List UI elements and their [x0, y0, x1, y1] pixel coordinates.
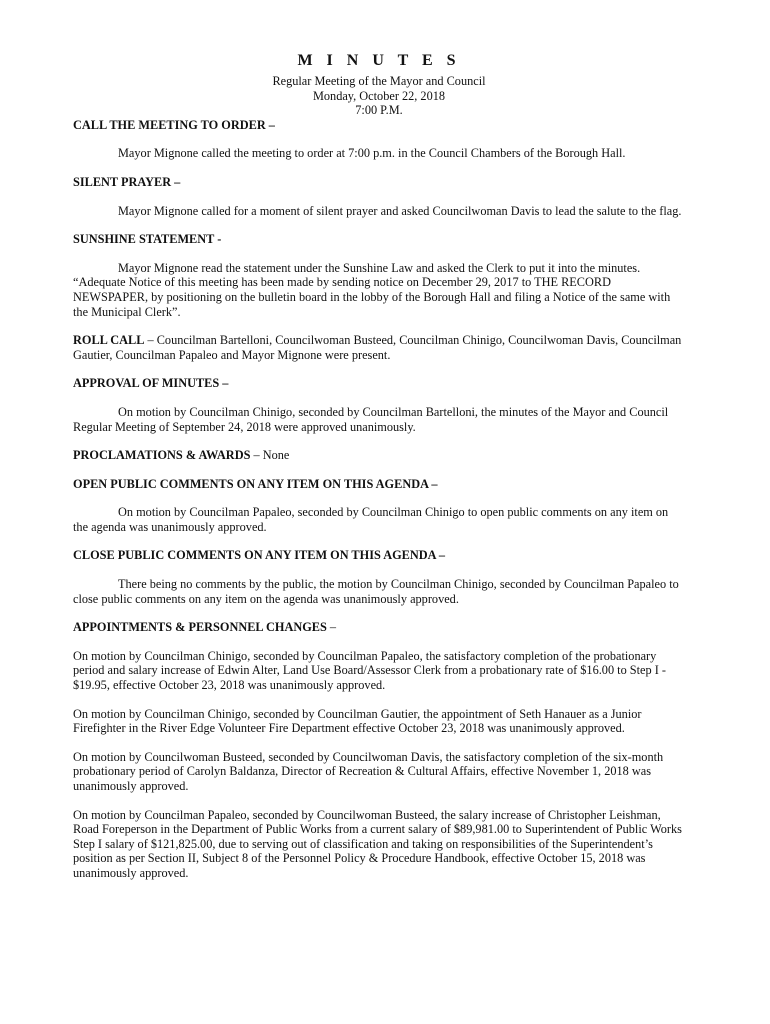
section-heading-proclamations: PROCLAMATIONS & AWARDS [73, 448, 251, 463]
section-body-call-to-order: Mayor Mignone called the meeting to order at 7:00 p.m. in the Council Chambers of the Borough Hall. [118, 146, 626, 161]
appointment-item: On motion by Councilman Chinigo, seconded by Councilman Papaleo, the satisfactory completion of the probationary period and salary increase of Edwin Alter, Land Use Board/Assessor Clerk from a probationary rate of $16.00 to Step I - $19.95, effective October 23, 2018 was unanimously approved. [73, 648, 667, 693]
section-proclamations [73, 448, 685, 463]
section-roll-call [73, 333, 685, 362]
section-heading-approval: APPROVAL OF MINUTES – [73, 376, 229, 391]
section-body-open-comments: On motion by Councilman Papaleo, seconded by Councilman Chinigo to open public comments on any item on the agenda was unanimously approved. [73, 505, 669, 534]
section-body-roll-call: – Councilman Bartelloni, Councilwoman Busteed, Councilman Chinigo, Councilwoman Davis, Councilman Gautier, Councilman Papaleo and Mayor Mignone were present. [73, 333, 682, 362]
appointment-item: On motion by Councilwoman Busteed, seconded by Councilwoman Davis, the satisfactory completion of the six-month probationary period of Carolyn Baldanza, Director of Recreation & Cultural Affairs, effective November 1, 2018 was unanimously approved. [73, 749, 664, 793]
meeting-time: 7:00 P.M. [355, 103, 403, 118]
section-heading-appointments-line [73, 620, 685, 635]
minutes-document [73, 52, 685, 881]
section-heading-open-comments: OPEN PUBLIC COMMENTS ON ANY ITEM ON THIS AGENDA – [73, 476, 438, 491]
section-body-close-comments: There being no comments by the public, the motion by Councilman Chinigo, seconded by Councilman Papaleo to close public comments on any item on the agenda was unanimously approved. [73, 577, 679, 606]
meeting-date: Monday, October 22, 2018 [312, 88, 446, 103]
section-body-approval: On motion by Councilman Chinigo, seconded by Councilman Bartelloni, the minutes of the Mayor and Council Regular Meeting of September 24, 2018 were approved unanimously. [73, 404, 669, 434]
section-heading-roll-call: ROLL CALL [73, 333, 145, 348]
section-heading-appointments: APPOINTMENTS & PERSONNEL CHANGES [73, 620, 327, 635]
section-body-proclamations: – None [250, 448, 290, 463]
section-heading-close-comments: CLOSE PUBLIC COMMENTS ON ANY ITEM ON THIS AGENDA – [73, 548, 446, 563]
section-body-silent-prayer: Mayor Mignone called for a moment of silent prayer and asked Councilwoman Davis to lead the salute to the flag. [118, 203, 682, 218]
meeting-name: Regular Meeting of the Mayor and Council [272, 74, 486, 88]
section-heading-appointments-suffix: – [326, 620, 337, 635]
appointment-item: On motion by Councilman Papaleo, seconded by Councilwoman Busteed, the salary increase of Christopher Leishman, Road Foreperson in the Department of Public Works from a current salary of $89,981.00 to Superintendent of Public Works Step I salary of $121,825.00, due to serving out of classification and taking on responsibilities of the Superintendent’s position as per Section II, Subject 8 of the Personnel Policy & Procedure Handbook, effective October 15, 2018 was unanimously approved. [73, 807, 682, 880]
section-heading-call-to-order: CALL THE MEETING TO ORDER – [73, 117, 275, 132]
section-heading-silent-prayer: SILENT PRAYER – [73, 174, 181, 189]
document-title: M I N U T E S [297, 52, 461, 69]
section-body-sunshine: Mayor Mignone read the statement under the Sunshine Law and asked the Clerk to put it into the minutes. “Adequate Notice of this meeting has been made by sending notice on December 29, 2017 to THE RECORD NEWSPAPER, by positioning on the bulletin board in the lobby of the Borough Hall and filing a Notice of the same with the Municipal Clerk”. [73, 260, 671, 319]
section-heading-sunshine: SUNSHINE STATEMENT - [73, 232, 222, 247]
appointment-item: On motion by Councilman Chinigo, seconded by Councilman Gautier, the appointment of Seth Hanauer as a Junior Firefighter in the River Edge Volunteer Fire Department effective October 23, 2018 was unanimously approved. [73, 706, 642, 736]
